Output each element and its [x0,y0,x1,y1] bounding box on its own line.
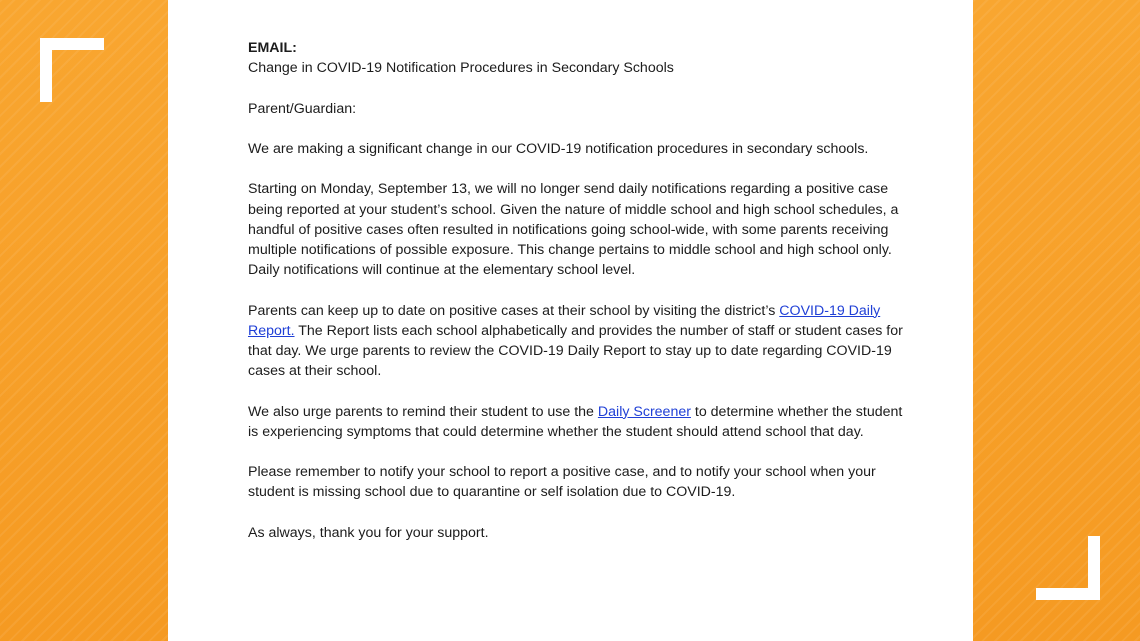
corner-bracket-bottom-right-icon [1036,536,1100,600]
email-document [168,0,973,641]
paragraph-daily-report [248,301,913,382]
paragraph-notify-school: Please remember to notify your school to report a positive case, and to notify your school when your student is missing school due to quarantine or self isolation due to COVID-19. [248,464,876,501]
daily-screener-link[interactable]: Daily Screener [597,403,691,420]
covid-daily-report-link[interactable]: COVID-19 Daily Report. [248,302,881,339]
daily-report-text-after: The Report lists each school alphabetically and provides the number of staff or student cases for that day. We urge parents to review the COVID-19 Daily Report to stay up to date regarding COVID-19 cases at their school. [248,322,903,380]
email-salutation: Parent/Guardian: [248,100,357,117]
email-subject: Change in COVID-19 Notification Procedures in Secondary Schools [248,60,674,77]
paragraph-intro: We are making a significant change in our COVID-19 notification procedures in secondary schools. [248,140,869,157]
paragraph-change-details: Starting on Monday, September 13, we will no longer send daily notifications regarding a positive case being reported at your student’s school. Given the nature of middle school and high school schedules, a handful of positive cases often resulted in notifications going school-wide, with some parents receiving multiple notifications of possible exposure. This change pertains to middle school and high school only. Daily notifications will continue at the elementary school level. [248,181,899,279]
screener-text-before: We also urge parents to remind their student to use the [248,403,598,420]
screener-text-after: to determine whether the student is experiencing symptoms that could determine whether the student should attend school that day. [248,403,903,440]
email-closing: As always, thank you for your support. [248,524,489,541]
corner-bracket-top-left-icon [40,38,104,102]
email-label: EMAIL: [248,40,297,56]
daily-report-text-before: Parents can keep up to date on positive cases at their school by visiting the district’s [248,302,780,319]
paragraph-daily-screener [248,402,913,442]
